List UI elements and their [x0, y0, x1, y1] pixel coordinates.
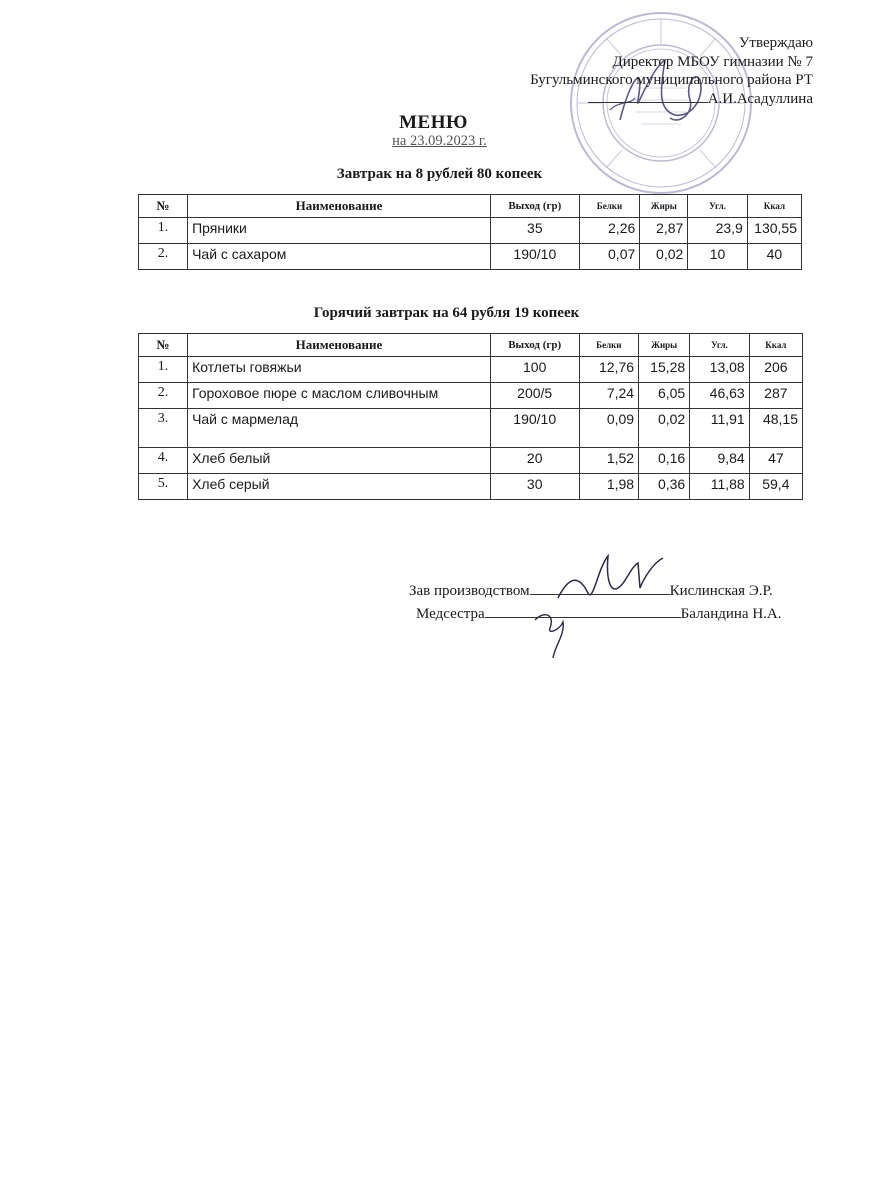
- dish-carbs: 10: [688, 244, 748, 270]
- dish-yield: 190/10: [490, 409, 579, 448]
- dish-carbs: 11,88: [690, 474, 750, 500]
- dish-yield: 20: [490, 448, 579, 474]
- dish-protein: 12,76: [579, 357, 639, 383]
- dish-name: Пряники: [188, 218, 491, 244]
- column-header: Белки: [579, 334, 639, 357]
- table-row: [139, 383, 803, 409]
- dish-kcal: 48,15: [749, 409, 802, 448]
- approval-signature-line: [588, 90, 708, 103]
- table-row: [139, 448, 803, 474]
- production-signature: [548, 548, 668, 608]
- nurse-label: Медсестра: [416, 606, 485, 622]
- dish-fat: 0,02: [639, 409, 690, 448]
- table-row: [139, 218, 802, 244]
- dish-carbs: 11,91: [690, 409, 750, 448]
- hot-breakfast-table: [138, 333, 803, 500]
- menu-title: МЕНЮ: [399, 112, 468, 133]
- row-number: 1.: [139, 218, 188, 244]
- dish-name: Гороховое пюре с маслом сливочным: [188, 383, 491, 409]
- row-number: 3.: [139, 409, 188, 448]
- dish-carbs: 46,63: [690, 383, 750, 409]
- dish-carbs: 13,08: [690, 357, 750, 383]
- table-row: [139, 244, 802, 270]
- dish-yield: 200/5: [490, 383, 579, 409]
- column-header: Наименование: [188, 334, 491, 357]
- dish-name: Котлеты говяжьи: [188, 357, 491, 383]
- row-number: 4.: [139, 448, 188, 474]
- dish-kcal: 40: [747, 244, 801, 270]
- dish-fat: 2,87: [640, 218, 688, 244]
- approval-line-3: Бугульминского муниципального района РТ: [530, 72, 813, 88]
- dish-name: Чай с сахаром: [188, 244, 491, 270]
- column-header: Угл.: [688, 195, 748, 218]
- dish-kcal: 59,4: [749, 474, 802, 500]
- column-header: Ккал: [747, 195, 801, 218]
- dish-fat: 0,02: [640, 244, 688, 270]
- dish-protein: 7,24: [579, 383, 639, 409]
- director-name: А.И.Асадуллина: [707, 90, 813, 107]
- dish-protein: 2,26: [579, 218, 640, 244]
- dish-yield: 30: [490, 474, 579, 500]
- row-number: 1.: [139, 357, 188, 383]
- dish-protein: 1,52: [579, 448, 639, 474]
- nurse-signature: [525, 600, 585, 662]
- column-header: №: [139, 195, 188, 218]
- menu-date-text: на 23.09.2023 г.: [392, 133, 487, 149]
- production-label: Зав производством: [409, 583, 530, 599]
- dish-kcal: 206: [749, 357, 802, 383]
- column-header: Угл.: [690, 334, 750, 357]
- production-name: Кислинская Э.Р.: [669, 583, 773, 599]
- column-header: Жиры: [639, 334, 690, 357]
- dish-name: Чай с мармелад: [188, 409, 491, 448]
- column-header: Белки: [579, 195, 640, 218]
- dish-name: Хлеб белый: [188, 448, 491, 474]
- dish-protein: 0,07: [579, 244, 640, 270]
- row-number: 2.: [139, 244, 188, 270]
- breakfast-table: [138, 194, 802, 270]
- column-header: Выход (гр): [490, 195, 579, 218]
- column-header: Ккал: [749, 334, 802, 357]
- row-number: 2.: [139, 383, 188, 409]
- dish-fat: 0,36: [639, 474, 690, 500]
- table-header-row: [139, 334, 803, 357]
- dish-yield: 100: [490, 357, 579, 383]
- dish-protein: 1,98: [579, 474, 639, 500]
- dish-fat: 6,05: [639, 383, 690, 409]
- column-header: Наименование: [188, 195, 491, 218]
- table-row: [139, 409, 803, 448]
- approval-block: [530, 34, 813, 108]
- dish-fat: 15,28: [639, 357, 690, 383]
- dish-kcal: 47: [749, 448, 802, 474]
- table-row: [139, 474, 803, 500]
- table-row: [139, 357, 803, 383]
- row-number: 5.: [139, 474, 188, 500]
- dish-fat: 0,16: [639, 448, 690, 474]
- dish-carbs: 9,84: [690, 448, 750, 474]
- menu-date: [3, 133, 873, 150]
- breakfast-title: Завтрак на 8 рублей 80 копеек: [336, 166, 543, 182]
- hot-breakfast-title: Горячий завтрак на 64 рубля 19 копеек: [313, 305, 580, 321]
- dish-name: Хлеб серый: [188, 474, 491, 500]
- dish-yield: 190/10: [490, 244, 579, 270]
- nurse-name: Баландина Н.А.: [680, 606, 782, 622]
- dish-protein: 0,09: [579, 409, 639, 448]
- approval-line-4: [530, 90, 813, 109]
- dish-kcal: 287: [749, 383, 802, 409]
- column-header: Жиры: [640, 195, 688, 218]
- dish-kcal: 130,55: [747, 218, 801, 244]
- column-header: Выход (гр): [490, 334, 579, 357]
- table-header-row: [139, 195, 802, 218]
- approval-line-2: Директор МБОУ гимназии № 7: [612, 53, 813, 70]
- column-header: №: [139, 334, 188, 357]
- dish-yield: 35: [490, 218, 579, 244]
- approval-line-1: Утверждаю: [738, 35, 813, 51]
- dish-carbs: 23,9: [688, 218, 748, 244]
